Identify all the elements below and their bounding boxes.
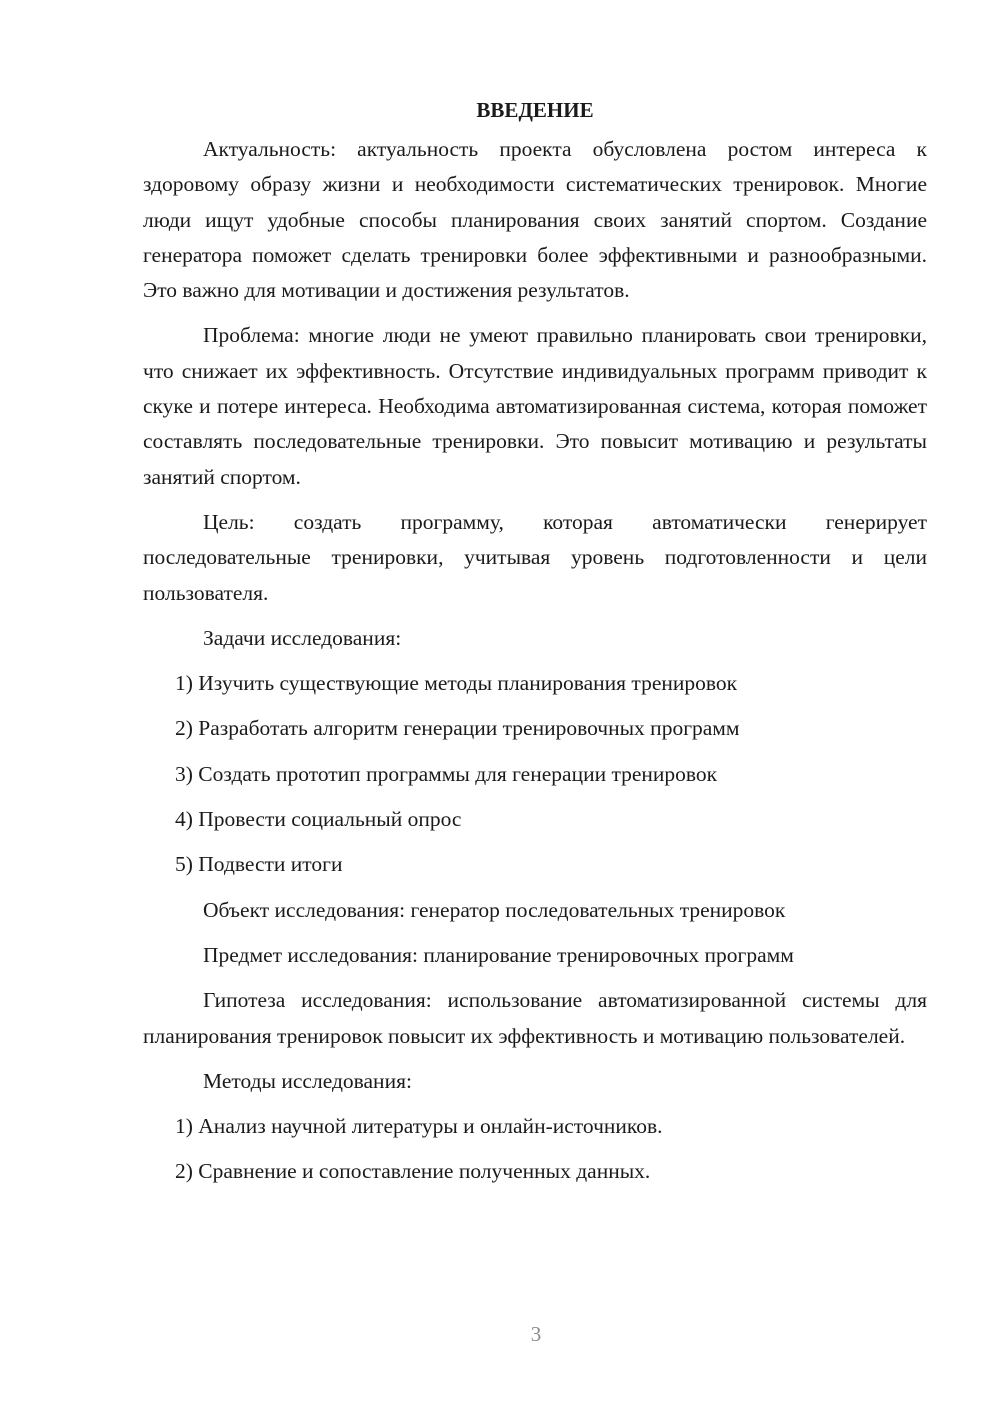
list-item: 4) Провести социальный опрос — [175, 807, 462, 832]
page-title: ВВЕДЕНИЕ — [476, 98, 594, 122]
hypothesis-paragraph: Гипотеза исследования: использование автоматизированной системы для планирования тренировок повысит их эффективность и мотивацию пользователей. — [143, 988, 927, 1048]
list-item: 2) Сравнение и сопоставление полученных данных. — [175, 1159, 651, 1184]
object-line: Объект исследования: генератор последовательных тренировок — [203, 897, 786, 922]
list-item: 1) Изучить существующие методы планирования тренировок — [175, 671, 738, 696]
methods-list — [143, 1109, 927, 1190]
methods-heading: Методы исследования: — [203, 1068, 412, 1093]
list-item: 5) Подвести итоги — [175, 852, 343, 877]
problem-paragraph: Проблема: многие люди не умеют правильно планировать свои тренировки, что снижает их эффективность. Отсутствие индивидуальных программ приводит к скуке и потере интереса. Необходима автоматизированная система, которая поможет составлять последовательные тренировки. Это повысит мотивацию и результаты занятий спортом. — [143, 323, 927, 489]
list-item: 1) Анализ научной литературы и онлайн-источников. — [175, 1114, 663, 1139]
tasks-heading: Задачи исследования: — [203, 625, 402, 650]
subject-line: Предмет исследования: планирование тренировочных программ — [203, 942, 794, 967]
page-number: 3 — [530, 1322, 542, 1346]
goal-paragraph: Цель: создать программу, которая автоматически генерирует последовательные тренировки, учитывая уровень подготовленности и цели пользователя. — [143, 509, 927, 605]
document-page — [143, 92, 927, 1200]
relevance-paragraph: Актуальность: актуальность проекта обусловлена ростом интереса к здоровому образу жизни и необходимости систематических тренировок. Многие люди ищут удобные способы планирования своих занятий спортом. Создание генератора поможет сделать тренировки более эффективными и разнообразными. Это важно для мотивации и достижения результатов. — [143, 137, 927, 303]
list-item: 3) Создать прототип программы для генерации тренировок — [175, 761, 718, 786]
tasks-list — [143, 666, 927, 882]
list-item: 2) Разработать алгоритм генерации тренировочных программ — [175, 716, 740, 741]
